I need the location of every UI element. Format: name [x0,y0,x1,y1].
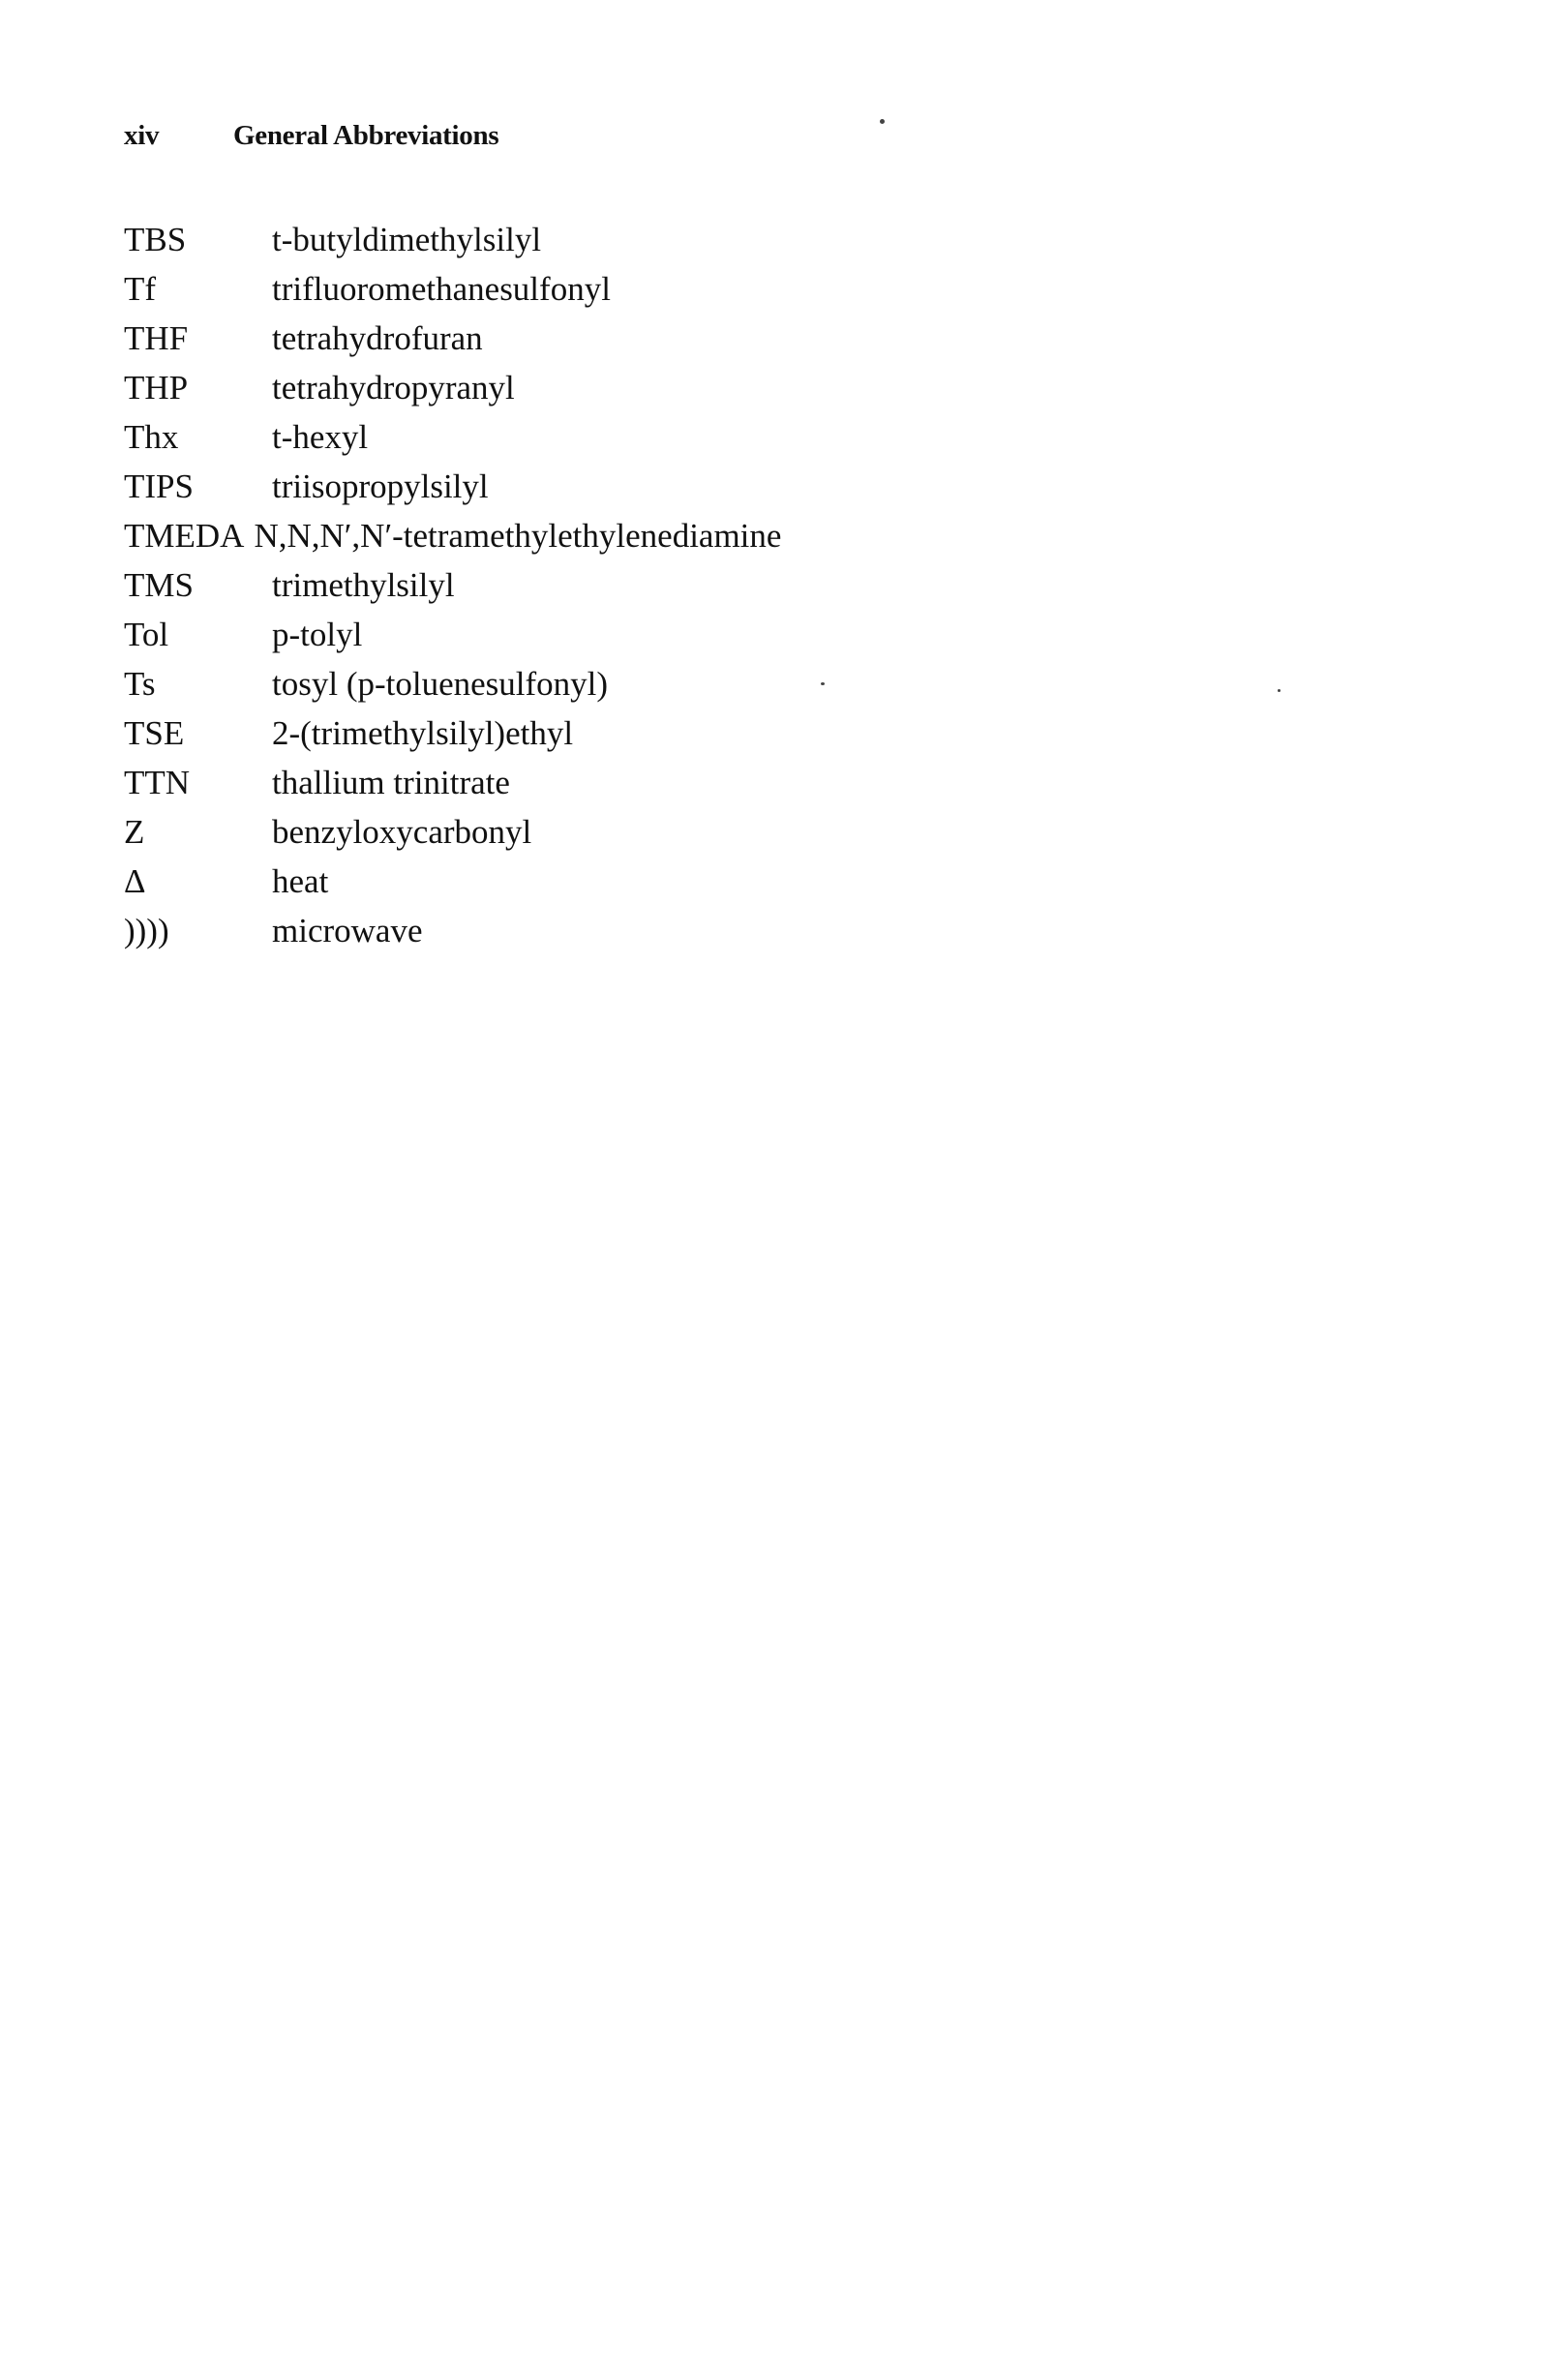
abbreviation-definition: t-hexyl [272,418,369,456]
scan-speck [880,119,885,124]
abbreviation-definition: tetrahydropyranyl [272,369,515,407]
abbreviation-list [124,221,995,961]
abbreviation-entry [124,665,995,714]
abbreviation-term: Z [124,813,145,851]
abbreviation-definition: p-tolyl [272,616,363,653]
abbreviation-definition: microwave [272,912,423,949]
abbreviation-definition: benzyloxycarbonyl [272,813,532,851]
abbreviation-definition: trimethylsilyl [272,566,455,604]
abbreviation-definition: tosyl (p-toluenesulfonyl) [272,665,609,703]
abbreviation-entry [124,616,995,665]
abbreviation-entry [124,764,995,813]
abbreviation-term: THP [124,369,189,407]
abbreviation-term: TIPS [124,467,194,505]
section-title: General Abbreviations [233,120,499,151]
abbreviation-definition: trifluoromethanesulfonyl [272,270,611,308]
scan-speck [1278,689,1281,692]
abbreviation-term: TTN [124,764,191,801]
abbreviation-entry [124,714,995,764]
abbreviation-term: TMEDA [124,517,245,555]
abbreviation-term: Ts [124,665,156,703]
abbreviation-entry [124,566,995,616]
abbreviation-term: TSE [124,714,185,752]
page-number: xiv [124,120,160,151]
abbreviation-term: Tol [124,616,169,653]
abbreviation-term: Δ [124,862,146,900]
abbreviation-definition: t-butyldimethylsilyl [272,221,542,258]
abbreviation-entry [124,517,995,566]
abbreviation-term: TBS [124,221,187,258]
abbreviation-entry [124,270,995,319]
abbreviation-definition: N,N,N′,N′-tetramethylethylenediamine [254,517,782,555]
abbreviation-entry [124,467,995,517]
abbreviation-entry [124,369,995,418]
running-head [124,120,498,159]
abbreviation-entry [124,813,995,862]
abbreviation-definition: thallium trinitrate [272,764,510,801]
abbreviation-definition: tetrahydrofuran [272,319,483,357]
abbreviation-definition: 2-(trimethylsilyl)ethyl [272,714,574,752]
abbreviation-term: Tf [124,270,157,308]
abbreviation-definition: triisopropylsilyl [272,467,489,505]
abbreviation-entry [124,862,995,912]
abbreviation-term: Thx [124,418,179,456]
abbreviation-term: )))) [124,912,169,949]
scan-speck [821,682,825,685]
abbreviation-definition: heat [272,862,329,900]
abbreviation-term: THF [124,319,189,357]
abbreviation-entry [124,912,995,961]
abbreviation-term: TMS [124,566,194,604]
abbreviation-entry [124,319,995,369]
abbreviation-entry [124,418,995,467]
abbreviation-entry [124,221,995,270]
